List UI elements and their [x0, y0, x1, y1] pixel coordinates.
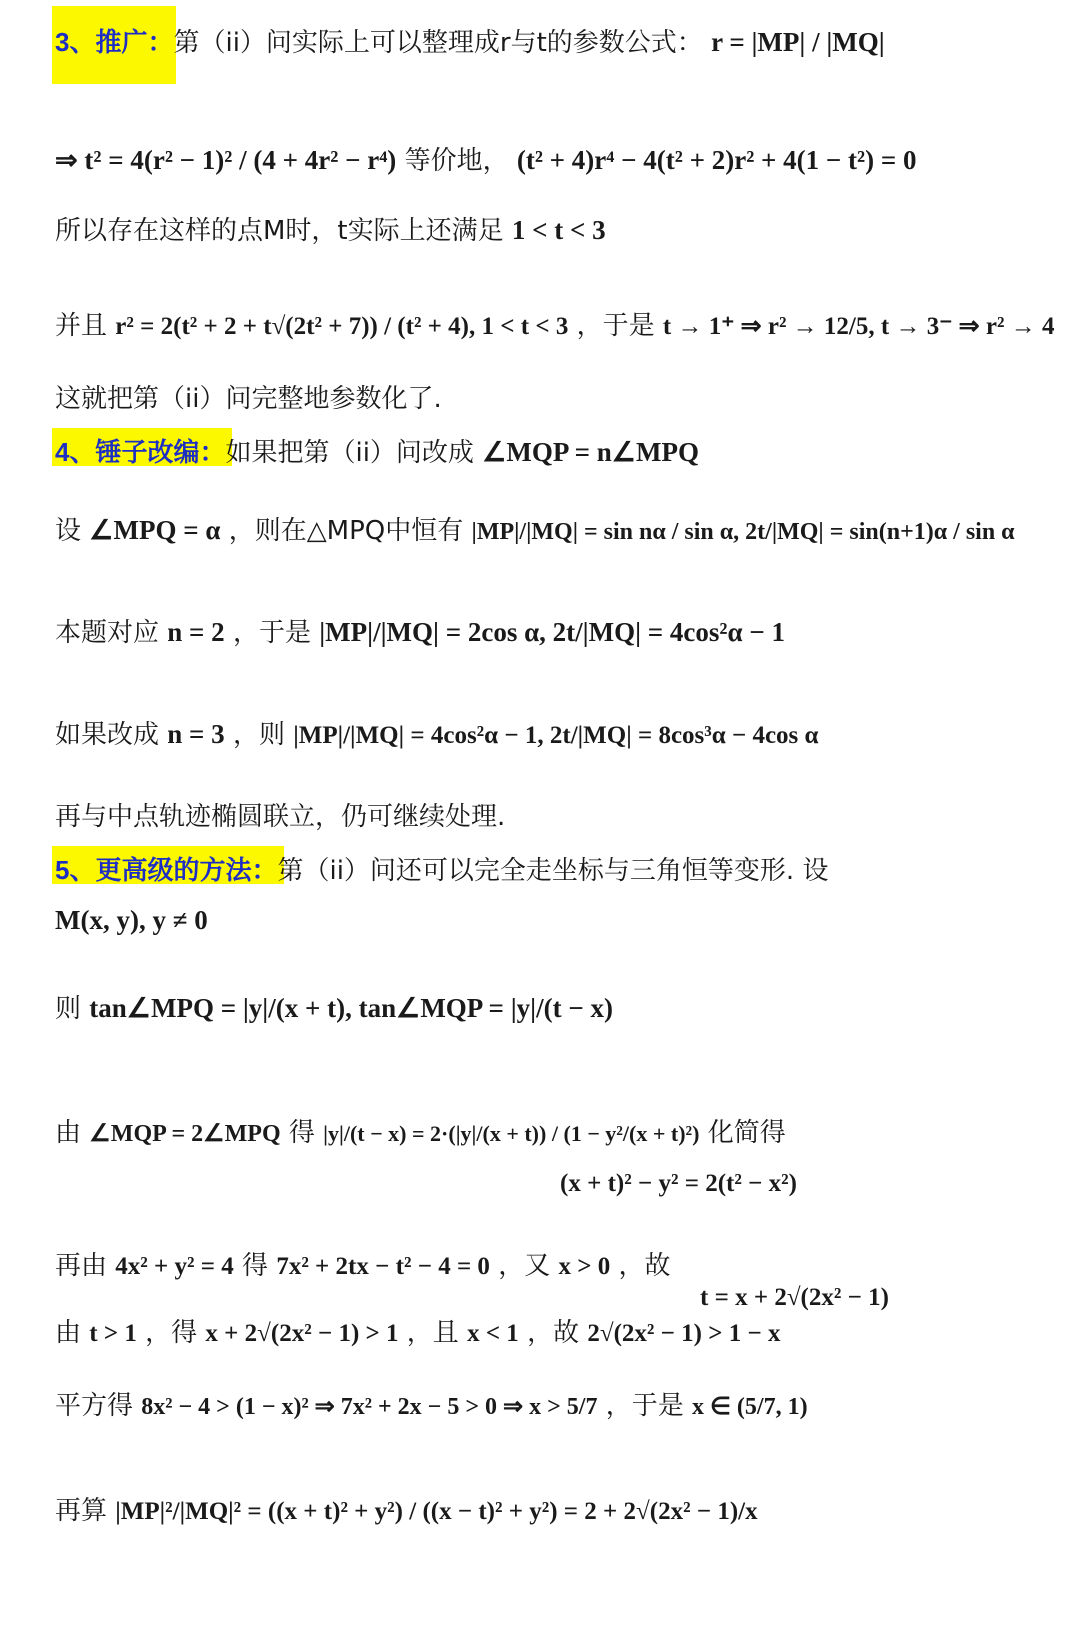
section-5-line	[55, 850, 828, 887]
n2-then: ，于是	[232, 618, 311, 648]
then-text: ，于是	[576, 311, 655, 341]
formula-tangents: tan∠MPQ = |y|/(x + t), tan∠MQP = |y|/(t − x)	[89, 993, 613, 1023]
line-inequality	[55, 1312, 780, 1349]
formula-x-lt-1: x < 1	[467, 1320, 519, 1347]
formula-simplified: (x + t)² − y² = 2(t² − x²)	[560, 1170, 797, 1197]
t-range-text: 所以存在这样的点M时，t实际上还满足	[55, 216, 504, 246]
ineq-prefix: 由	[55, 1318, 82, 1348]
formula-n3: n = 3	[167, 719, 225, 749]
q-prefix: 再由	[55, 1251, 108, 1281]
da-simplify: 化简得	[707, 1118, 786, 1148]
formula-angle-n: ∠MQP = n∠MPQ	[482, 437, 699, 467]
and-text: 并且	[55, 311, 108, 341]
section-4-heading: 4、锤子改编：	[55, 437, 226, 467]
formula-t-expression: t = x + 2√(2x² − 1)	[700, 1284, 889, 1311]
line-tangents	[55, 988, 613, 1025]
section-5-heading: 5、更高级的方法：	[55, 855, 278, 885]
line-parametrized	[55, 378, 442, 415]
formula-alpha: ∠MPQ = α	[89, 515, 221, 545]
formula-double-angle-tan: |y|/(t − x) = 2·(|y|/(x + t)) / (1 − y²/(x + t)²)	[323, 1121, 700, 1146]
line-final	[55, 1490, 758, 1527]
formula-point-m: M(x, y), y ≠ 0	[55, 905, 208, 935]
formula-ellipse: 4x² + y² = 4	[115, 1253, 234, 1280]
formula-x-positive: x > 0	[558, 1253, 611, 1280]
parametrized-text: 这就把第（ii）问完整地参数化了.	[55, 384, 442, 414]
formula-quadratic: 7x² + 2tx − t² − 4 = 0	[276, 1253, 490, 1280]
let-text: 设	[55, 516, 82, 546]
section-4-line	[55, 432, 699, 469]
da-get: 得	[288, 1118, 315, 1148]
formula-sqrt-ineq: 2√(2x² − 1) > 1 − x	[587, 1320, 781, 1347]
ineq-and: ，且	[406, 1318, 459, 1348]
triangle-text: ，则在△MPQ中恒有	[228, 516, 464, 546]
formula-t-gt-1: t > 1	[89, 1320, 137, 1347]
line-double-angle	[55, 1112, 786, 1149]
formula-double-angle: ∠MQP = 2∠MPQ	[89, 1121, 281, 1147]
ineq-get: ，得	[145, 1318, 198, 1348]
line-ellipse	[55, 796, 505, 833]
da-prefix: 由	[55, 1118, 82, 1148]
formula-limits: t → 1⁺ ⇒ r² → 12/5, t → 3⁻ ⇒ r² → 4	[662, 313, 1055, 340]
formula-n2: n = 2	[167, 617, 225, 647]
equivalent-text: 等价地，	[404, 146, 509, 176]
formula-t-range: 1 < t < 3	[511, 215, 606, 245]
formula-r-squared: r² = 2(t² + 2 + t√(2t² + 7)) / (t² + 4), 1 < t < 3	[115, 313, 569, 340]
n3-prefix: 如果改成	[55, 720, 160, 750]
section-5-text: 第（ii）问还可以完全走坐标与三角恒等变形. 设	[277, 856, 829, 886]
formula-ineq: x + 2√(2x² − 1) > 1	[205, 1320, 399, 1347]
formula-quartic: (t² + 4)r⁴ − 4(t² + 2)r² + 4(1 − t²) = 0	[516, 145, 917, 175]
n2-prefix: 本题对应	[55, 618, 160, 648]
tan-prefix: 则	[55, 994, 82, 1024]
formula-n3-ratios: |MP|/|MQ| = 4cos²α − 1, 2t/|MQ| = 8cos³α − 4cos α	[293, 722, 819, 749]
line-n2	[55, 612, 785, 649]
section-4-text: 如果把第（ii）问改成	[225, 438, 474, 468]
q-get: 得	[242, 1251, 269, 1281]
final-prefix: 再算	[55, 1496, 108, 1526]
line-quadratic	[55, 1245, 671, 1282]
formula-sine-ratio: |MP|/|MQ| = sin nα / sin α, 2t/|MQ| = sin(n+1)α / sin α	[471, 519, 1015, 545]
sq-then: ，于是	[605, 1391, 684, 1421]
line-sine-law	[55, 510, 1015, 547]
formula-x-interval: x ∈ (5/7, 1)	[692, 1394, 808, 1420]
line-simplified	[560, 1168, 797, 1198]
line-square	[55, 1385, 808, 1422]
formula-t-squared: ⇒ t² = 4(r² − 1)² / (4 + 4r² − r⁴)	[55, 145, 397, 175]
line-t-squared	[55, 140, 917, 177]
line-r-squared	[55, 305, 1054, 342]
section-3-line	[55, 22, 885, 59]
line-point-m	[55, 905, 208, 936]
section-3-heading: 3、推广：	[55, 27, 174, 57]
formula-square: 8x² − 4 > (1 − x)² ⇒ 7x² + 2x − 5 > 0 ⇒ x > 5/7	[141, 1394, 598, 1420]
ellipse-text: 再与中点轨迹椭圆联立，仍可继续处理.	[55, 802, 506, 832]
section-3-text: 第（ii）问实际上可以整理成r与t的参数公式：	[173, 28, 703, 58]
formula-r-param: r = |MP| / |MQ|	[711, 27, 885, 57]
q-so: ，故	[618, 1251, 671, 1281]
line-n3	[55, 714, 819, 751]
q-and: ，又	[498, 1251, 551, 1281]
line-t-expression	[700, 1282, 889, 1312]
sq-prefix: 平方得	[55, 1391, 134, 1421]
line-t-range	[55, 210, 606, 247]
formula-n2-ratios: |MP|/|MQ| = 2cos α, 2t/|MQ| = 4cos²α − 1	[319, 617, 785, 647]
ineq-so: ，故	[527, 1318, 580, 1348]
formula-final: |MP|²/|MQ|² = ((x + t)² + y²) / ((x − t)² + y²) = 2 + 2√(2x² − 1)/x	[115, 1498, 758, 1525]
n3-then: ，则	[232, 720, 285, 750]
